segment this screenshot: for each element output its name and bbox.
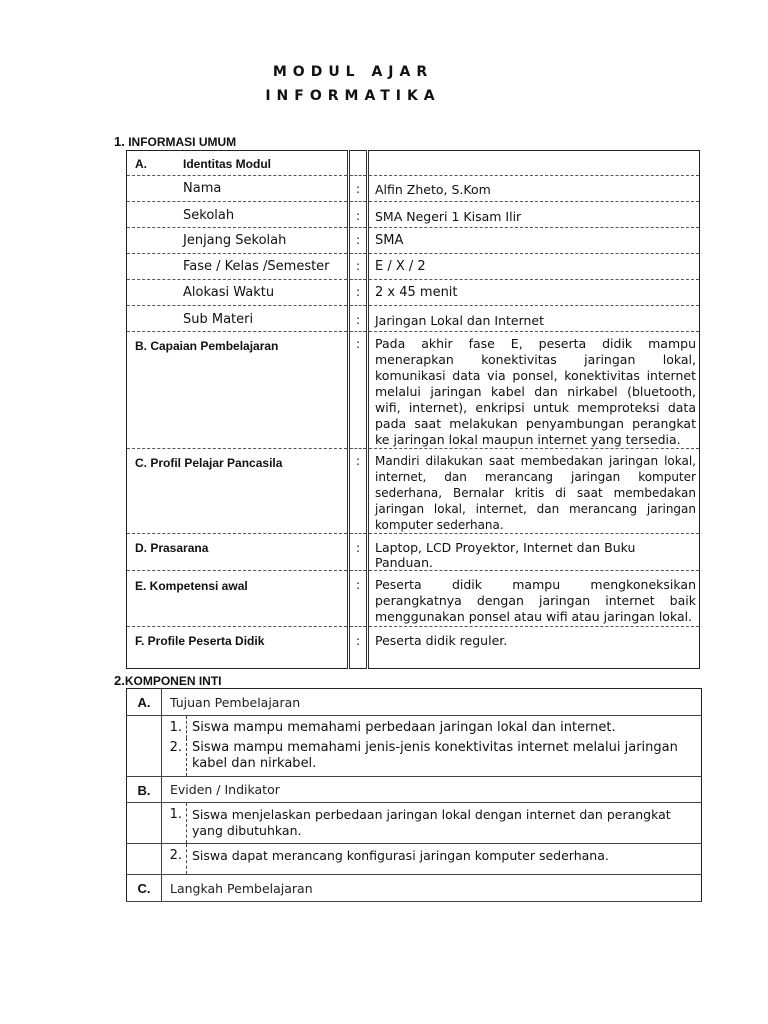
table-row (127, 228, 700, 254)
list-item: 1. Siswa mampu memahami perbedaan jaringan lokal dan internet. (162, 716, 701, 738)
colon: : (349, 254, 368, 280)
kompetensi-row (127, 571, 700, 627)
list-item: 2. Siswa dapat merancang konfigurasi jaringan komputer sederhana. (162, 844, 701, 874)
profile-peserta-row (127, 627, 700, 669)
table-row (127, 254, 700, 280)
table-row (127, 306, 700, 332)
tujuan-title: Tujuan Pembelajaran (162, 689, 702, 716)
row-label: Nama (183, 181, 222, 196)
profile-peserta-value: Peserta didik reguler. (368, 627, 700, 669)
tujuan-header-row (127, 689, 702, 716)
row-value: SMA (368, 228, 700, 254)
colon: : (349, 202, 368, 228)
row-value: Alfin Zheto, S.Kom (368, 176, 700, 202)
prasarana-row (127, 534, 700, 571)
section2-heading (114, 673, 222, 688)
row-value: E / X / 2 (368, 254, 700, 280)
colon: : (349, 176, 368, 202)
komponen-inti-table (126, 688, 702, 902)
tujuan-items-row (127, 716, 702, 777)
section1-title: INFORMASI UMUM (128, 135, 237, 149)
kompetensi-value: Peserta didik mampu mengkoneksikan perangkatnya dengan jaringan internet baik menggunakan ponsel atau wifi atau jaringan lokal. (368, 571, 700, 627)
table-row (127, 280, 700, 306)
tujuan-letter: A. (127, 689, 162, 716)
section1-number: 1. (114, 134, 125, 149)
eviden-item-1-row (127, 803, 702, 844)
row-value: 2 x 45 menit (368, 280, 700, 306)
colon: : (349, 534, 368, 571)
row-value: SMA Negeri 1 Kisam Ilir (368, 202, 700, 228)
section1-heading (114, 134, 236, 149)
capaian-label: B. Capaian Pembelajaran (127, 332, 349, 449)
identitas-letter: A. (135, 157, 147, 171)
row-label: Sub Materi (183, 312, 254, 327)
capaian-value: Pada akhir fase E, peserta didik mampu menerapkan konektivitas jaringan lokal, komunikasi data via ponsel, konektivitas internet melalui jaringan kabel dan nirkabel (bluetooth, wifi, internet), enkripsi untuk memproteksi data pada saat melakukan penyambungan perangkat ke jaringan lokal maupun internet yang tersedia. (368, 332, 700, 449)
row-label: Alokasi Waktu (183, 285, 275, 300)
document-title-line1: MODUL AJAR (272, 64, 434, 80)
row-label: Sekolah (183, 208, 235, 223)
kompetensi-label: E. Kompetensi awal (127, 571, 349, 627)
list-item: 1. Siswa menjelaskan perbedaan jaringan lokal dengan internet dan perangkat yang dibutuhkan. (162, 803, 701, 843)
row-value: Jaringan Lokal dan Internet (368, 306, 700, 332)
profil-row (127, 449, 700, 534)
profil-label: C. Profil Pelajar Pancasila (127, 449, 349, 534)
eviden-item-2-row (127, 844, 702, 875)
colon: : (349, 332, 368, 449)
prasarana-label: D. Prasarana (127, 534, 349, 571)
identitas-label: Identitas Modul (183, 157, 271, 171)
eviden-title: Eviden / Indikator (162, 777, 702, 803)
informasi-umum-table (126, 150, 700, 669)
capaian-row (127, 332, 700, 449)
langkah-header-row (127, 875, 702, 902)
list-item: 2. Siswa mampu memahami jenis-jenis konektivitas internet melalui jaringan kabel dan nirkabel. (162, 738, 701, 776)
colon: : (349, 571, 368, 627)
document-title-line2: INFORMATIKA (265, 88, 441, 104)
row-label: Jenjang Sekolah (183, 233, 287, 248)
section2-number: 2. (114, 673, 125, 688)
colon: : (349, 228, 368, 254)
row-label: Fase / Kelas /Semester (183, 259, 330, 274)
colon: : (349, 627, 368, 669)
colon: : (349, 449, 368, 534)
table-row (127, 202, 700, 228)
identitas-row (127, 151, 700, 176)
eviden-letter: B. (127, 777, 162, 803)
table-row (127, 176, 700, 202)
langkah-title: Langkah Pembelajaran (162, 875, 702, 902)
profil-value: Mandiri dilakukan saat membedakan jaringan lokal, internet, dan merancang jaringan komputer sederhana, Bernalar kritis di saat membedakan jaringan lokal, internet, dan merancang jaringan komputer sederhana. (368, 449, 700, 534)
colon: : (349, 306, 368, 332)
prasarana-value: Laptop, LCD Proyektor, Internet dan Buku Panduan. (368, 534, 700, 571)
section2-title: KOMPONEN INTI (124, 674, 222, 688)
profile-peserta-label: F. Profile Peserta Didik (127, 627, 349, 669)
eviden-header-row (127, 777, 702, 803)
langkah-letter: C. (127, 875, 162, 902)
colon: : (349, 280, 368, 306)
